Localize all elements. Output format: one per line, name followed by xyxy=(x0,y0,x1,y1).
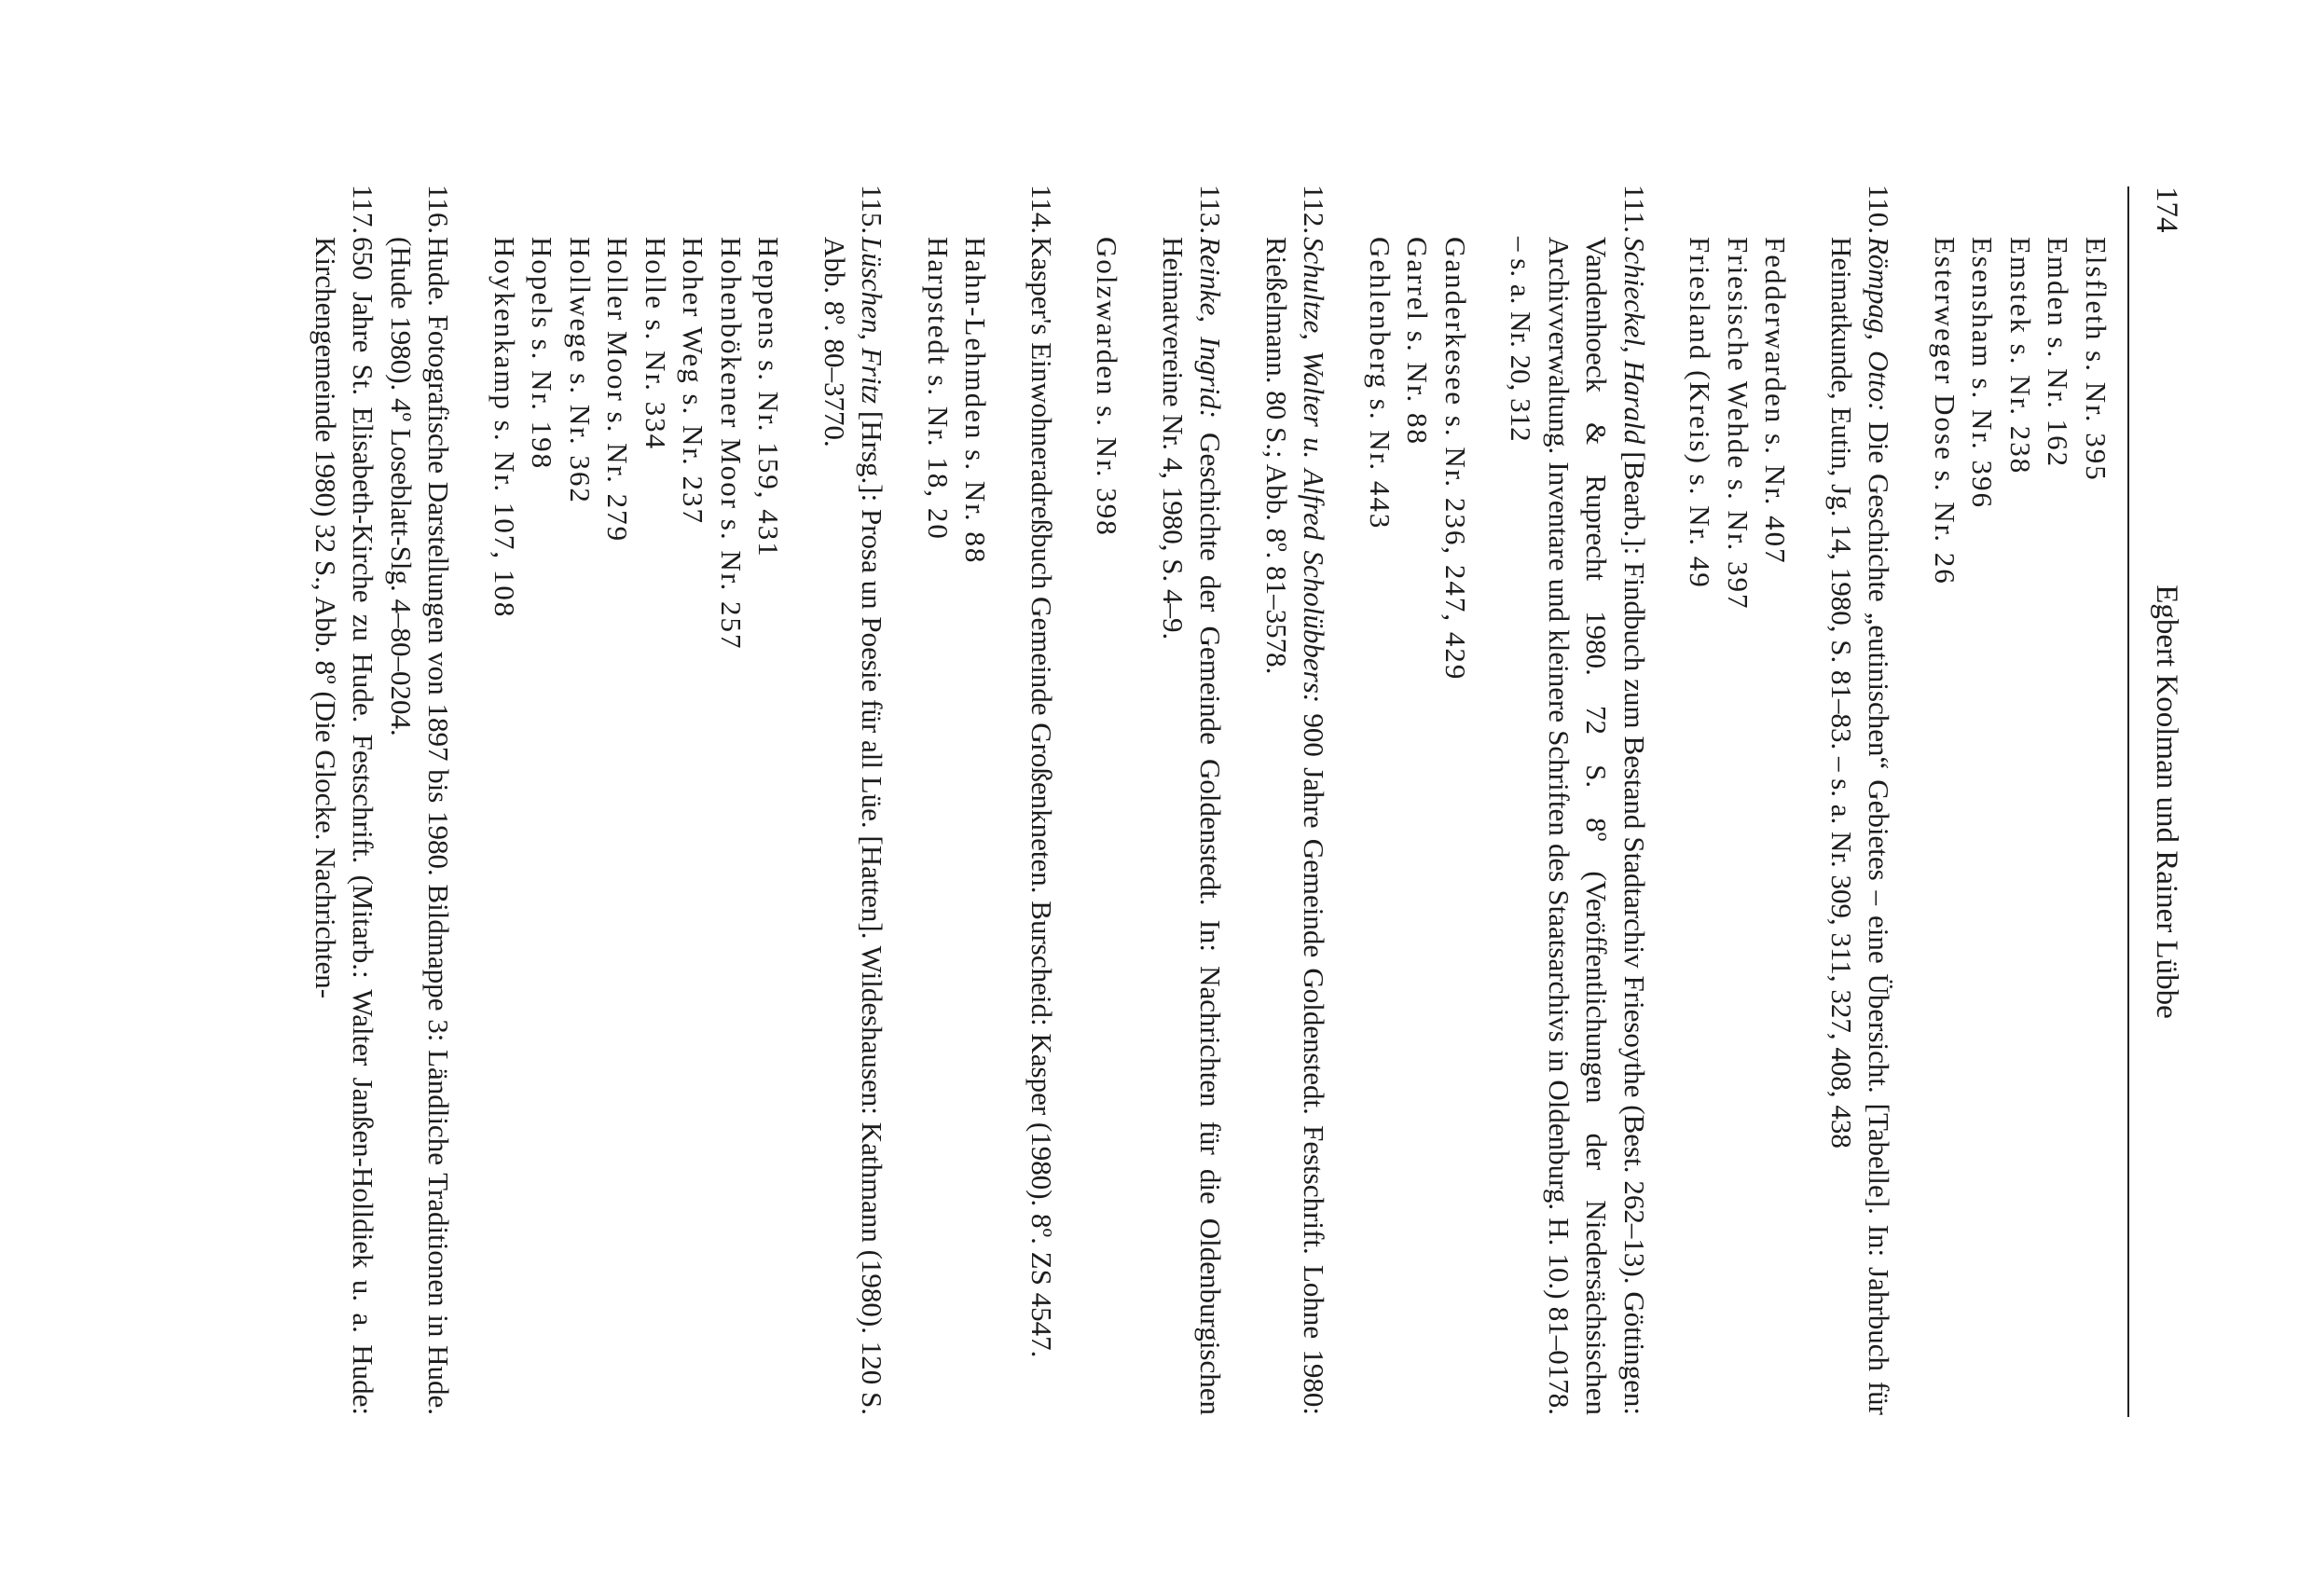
index-entry: Esensham s. Nr. 396 xyxy=(1966,237,2000,510)
index-entry: Friesland (Kreis) s. Nr. 49 xyxy=(1684,237,1717,589)
entry-text: Die Geschichte „eutinischen“ Gebietes – eine Übersicht. [Tabelle]. In: Jahrbuch für Heimatkunde, Eutin, Jg. 14, 1980, S. 81–83. – s. a. Nr. 309, 311, 327, 408, 438 xyxy=(1825,237,1896,1416)
entry-text: [Bearb.]: Findbuch zum Bestand Stadtarchiv Friesoythe (Best. 262–13). Göttingen: Vandenhoeck & Ruprecht 1980. 72 S. 8º (Veröffentlichungen der Niedersächsischen Archivverwaltung. Inventare und kleinere Schriften des Staatsarchivs in Oldenburg. H. 10.) 81–0178. – s. a. Nr. 20, 312 xyxy=(1505,237,1651,1415)
index-entry: Garrel s. Nr. 88 xyxy=(1401,237,1435,446)
entry-author: Schieckel, Harald xyxy=(1618,237,1651,445)
entry-number: 111. xyxy=(1618,185,1651,233)
place-index-e xyxy=(1926,185,2115,1415)
entry-text: Hude. Fotografische Darstellungen von 1897 bis 1980. Bildmappe 3: Ländliche Traditionen in Hude. (Hude 1980). 4º Loseblatt-Slg. 4–80–0204. xyxy=(385,237,456,1415)
entry-115 xyxy=(816,185,891,1415)
place-index-h1 xyxy=(919,185,995,1415)
place-index-g xyxy=(1361,185,1475,1415)
entry-110 xyxy=(1823,185,1898,1415)
index-entry: Elsfleth s. Nr. 395 xyxy=(2080,237,2112,482)
entry-text: 650 Jahre St. Elisabeth-Kirche zu Hude. Festschrift. (Mitarb.: Walter Janßen-Holldiek u. a. Hude: Kirchengemeinde 1980) 32 S., Abb. 8º (Die Glocke. Nachrichten- xyxy=(310,237,380,1415)
index-entry: Gehlenberg s. Nr. 443 xyxy=(1364,237,1397,530)
index-entry: Hohenbökener Moor s. Nr. 257 xyxy=(715,237,748,651)
index-entry: Hahn-Lehmden s. Nr. 88 xyxy=(959,237,993,565)
entry-number: 114. xyxy=(1025,185,1058,235)
entry-author: Lüschen, Fritz xyxy=(856,237,889,405)
bibliography-body xyxy=(307,185,2115,1415)
entry-111 xyxy=(1502,185,1653,1415)
entry-number: 116. xyxy=(422,185,456,235)
place-index-golzwarden xyxy=(1088,185,1126,1415)
running-header xyxy=(2127,186,2191,1417)
entry-number: 117. xyxy=(347,185,380,235)
index-entry: Hopels s. Nr. 198 xyxy=(526,237,559,471)
index-entry: Hoykenkamp s. Nr. 107, 108 xyxy=(489,237,521,619)
index-entry: Hollwege s. Nr. 362 xyxy=(564,237,597,504)
index-entry: Golzwarden s. Nr. 398 xyxy=(1091,237,1124,537)
entry-112 xyxy=(1258,185,1333,1415)
index-entry: Heppens s. Nr. 159, 431 xyxy=(752,237,786,558)
entry-author: Schultze, Walter u. Alfred Scholübbers: xyxy=(1298,237,1331,704)
entry-113 xyxy=(1154,185,1230,1415)
running-title: Egbert Koolman und Rainer Lübbe xyxy=(2150,585,2183,1019)
index-entry: Harpstedt s. Nr. 18, 20 xyxy=(922,237,955,541)
index-entry: Holle s. Nr. 334 xyxy=(640,237,672,451)
index-entry: Friesische Wehde s. Nr. 397 xyxy=(1722,237,1755,611)
index-entry: Emden s. Nr. 162 xyxy=(2042,237,2075,469)
entry-117 xyxy=(307,185,382,1415)
entry-author: Reinke, Ingrid: xyxy=(1194,237,1228,419)
entry-number: 115. xyxy=(856,185,889,235)
place-index-f xyxy=(1681,185,1795,1415)
entry-text: 900 Jahre Gemeinde Goldenstedt. Festschrift. Lohne 1980: Rießelmann. 80 S.; Abb. 8º. 81–3578. xyxy=(1260,237,1331,1415)
entry-number: 112. xyxy=(1298,185,1331,235)
page-number: 174 xyxy=(2150,186,2183,233)
index-entry: Esterweger Dose s. Nr. 26 xyxy=(1929,237,1961,585)
index-entry: Holler Moor s. Nr. 279 xyxy=(601,237,635,543)
index-entry: Emstek s. Nr. 238 xyxy=(2004,237,2037,475)
entry-text: Geschichte der Gemeinde Goldenstedt. In: Nachrichten für die Oldenburgischen Heimatvereine Nr. 4, 1980, S. 4–9. xyxy=(1157,237,1228,1416)
index-entry: Ganderkesee s. Nr. 236, 247, 429 xyxy=(1439,237,1472,681)
place-index-h2 xyxy=(486,185,788,1415)
entry-author: Römpag, Otto: xyxy=(1863,237,1896,412)
entry-number: 110. xyxy=(1863,185,1896,235)
entry-text: Kasper's Einwohneradreßbuch Gemeinde Großenkneten. Burscheid: Kasper (1980). 8º. ZS 4547. xyxy=(1025,237,1058,1358)
entry-number: 113. xyxy=(1194,185,1228,235)
index-entry: Hoher Weg s. Nr. 237 xyxy=(677,237,710,526)
index-entry: Fedderwarden s. Nr. 407 xyxy=(1759,237,1793,565)
entry-114 xyxy=(1023,185,1061,1415)
entry-116 xyxy=(382,185,458,1415)
entry-text: [Hrsg.]: Prosa un Poesie für all Lüe. [Hatten]. Wildeshausen: Kathmann (1980). 120 S. Abb. 8º. 80–3770. xyxy=(819,237,889,1415)
